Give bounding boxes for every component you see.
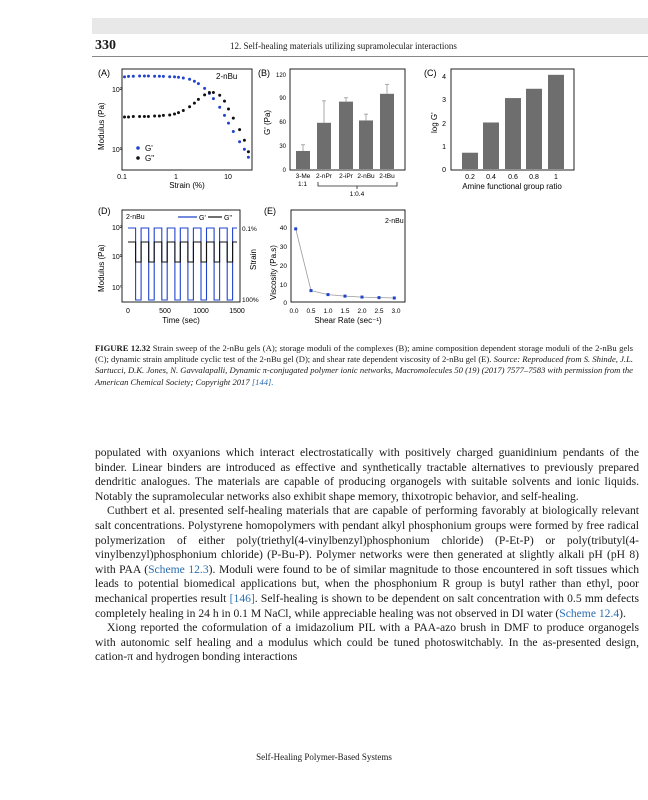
panel-a-legend-g2: G" — [145, 154, 155, 163]
g-double-prime-point — [162, 114, 165, 117]
panel-e-xtick: 3.0 — [391, 308, 401, 315]
g-double-prime-point — [223, 100, 226, 103]
panel-d-ytick: 10² — [112, 225, 123, 232]
panel-e-ytick: 20 — [279, 263, 287, 270]
panel-e-label: (E) — [264, 206, 276, 216]
scheme-12-4-link[interactable]: Scheme 12.4 — [559, 606, 620, 620]
panel-a-ytick: 10² — [112, 87, 123, 94]
panel-c-ytick: 2 — [442, 121, 446, 128]
panel-b-xtick: 2-nPr — [316, 173, 332, 180]
g-double-prime-point — [188, 105, 191, 108]
g-double-prime-point — [227, 108, 230, 111]
panel-e-xtick: 0.0 — [289, 308, 299, 315]
panel-b-ytick: 120 — [275, 73, 286, 79]
panel-b-yticks — [276, 73, 287, 174]
panel-a-legend-g1-marker — [136, 146, 140, 150]
g-prime-point — [188, 78, 191, 81]
panel-d-lines — [128, 228, 237, 300]
g-double-prime-point — [177, 111, 180, 114]
g-prime-point — [162, 75, 165, 78]
viscosity-point — [393, 297, 396, 300]
paragraph-2-text: ). — [619, 606, 626, 620]
g-prime-point — [123, 75, 126, 78]
g-double-prime-point — [153, 115, 156, 118]
panel-c-xtick: 0.2 — [465, 174, 475, 181]
g-double-prime-point — [238, 128, 241, 131]
g-prime-point — [147, 75, 150, 78]
bar-0.2 — [462, 153, 478, 169]
paragraph-1: populated with oxyanions which interact electrostatically with positively charged guanidinium pendants of the binder. Linear binders are introduced as effective and synthetically tractable alternatives to previously prepared dendritic analogues. The materials are capable of producing organogels with suitable solvents and ionic liquids. Notably the supramolecular networks also exhibit shape memory, thixotropic behavior, and self-healing. — [95, 446, 639, 503]
g-prime-point — [197, 82, 200, 85]
g-double-prime-point — [158, 115, 161, 118]
panel-a-xtick: 10 — [224, 174, 232, 181]
panel-c-ytick: 1 — [442, 144, 446, 151]
panel-b-ytick: 90 — [279, 96, 286, 102]
g-prime-point — [173, 75, 176, 78]
panel-d-xtick: 500 — [159, 308, 171, 315]
panel-d-ytick: 10⁰ — [112, 285, 123, 292]
panel-b-label: (B) — [258, 68, 270, 78]
panel-a-ytick: 10¹ — [112, 147, 123, 154]
panel-c-ytick: 4 — [442, 74, 446, 81]
panel-d-label: (D) — [98, 206, 111, 216]
paragraph-2-text: ). Moduli were found to be of similar magnitude to those encountered in soft tissues which leads to potential biomedical applications but, when the phosphonium R group is butyl rather than ethyl, poor mechanical properties result — [95, 562, 639, 605]
panel-d-tag: 2-nBu — [126, 214, 145, 221]
panel-d-ylabel2: Strain — [249, 249, 258, 270]
g-double-prime-point — [203, 93, 206, 96]
panel-d-xtick: 1000 — [193, 308, 209, 315]
figure-caption-source: Source: Reproduced from S. Shinde, J.L. Sartucci, D.K. Jones, N. Gavvalapalli, Dynamic π-conjugated polymer ionic networks, Macromolecules 50 (19) (2017) 7577–7583 with permission from the American Chemical Society; Copyright 2017 — [95, 354, 633, 387]
g-double-prime-point — [218, 94, 221, 97]
ref-146-link[interactable]: [146] — [229, 591, 255, 605]
panel-c-bars — [462, 75, 564, 169]
figure-caption-ref-link[interactable]: [144]. — [251, 376, 274, 387]
panel-b-ylabel: G' (Pa) — [263, 109, 272, 135]
panel-b-ytick: 60 — [279, 120, 286, 126]
g-prime-point — [232, 130, 235, 133]
g-double-prime-point — [197, 98, 200, 101]
panel-d — [97, 206, 259, 325]
g-prime-point — [238, 140, 241, 143]
panel-c-ytick: 0 — [442, 167, 446, 174]
g-prime-point — [223, 114, 226, 117]
panel-a-xlabel: Strain (%) — [169, 181, 205, 190]
panel-b-ytick: 30 — [279, 144, 286, 150]
g-double-prime-point — [127, 116, 130, 119]
panel-c-ytick: 3 — [442, 97, 446, 104]
panel-c-ylabel: log G' — [430, 112, 439, 133]
g-double-prime-point — [212, 91, 215, 94]
panel-b-xtick: 2-tBu — [379, 173, 395, 180]
panel-e-xtick: 2.5 — [374, 308, 384, 315]
panel-e-xtick: 0.5 — [306, 308, 316, 315]
panel-e-ylabel: Viscosity (Pa.s) — [269, 245, 278, 300]
panel-a-xtick: 0.1 — [117, 174, 127, 181]
panel-e-points — [294, 227, 396, 299]
running-head: 12. Self-healing materials utilizing supramolecular interactions — [230, 41, 457, 51]
g-prime-point — [243, 148, 246, 151]
panel-d-xtick: 0 — [126, 308, 130, 315]
g-double-prime-point — [208, 91, 211, 94]
g-prime-point — [177, 76, 180, 79]
g-double-prime-point — [168, 114, 171, 117]
g-prime-point — [182, 77, 185, 80]
scheme-12-3-link[interactable]: Scheme 12.3 — [148, 562, 209, 576]
panel-e-ytick: 0 — [283, 300, 287, 307]
panel-b-bracket — [318, 182, 397, 186]
panel-c-xlabel: Amine functional group ratio — [462, 182, 562, 191]
g-prime-point — [143, 75, 146, 78]
bar-2-nPr — [317, 123, 331, 169]
page-number: 330 — [95, 38, 116, 53]
bar-2-tBu — [380, 94, 394, 169]
panel-b-xtick: 3-Me — [295, 173, 311, 180]
g-double-prime-point — [243, 139, 246, 142]
panel-e-xtick: 1.0 — [323, 308, 333, 315]
g-prime-point — [132, 75, 135, 78]
g-prime-point — [212, 97, 215, 100]
g-double-prime-line — [128, 242, 237, 262]
panel-a-points — [123, 75, 250, 159]
viscosity-point — [344, 295, 347, 298]
panel-e-ytick: 10 — [279, 282, 287, 289]
panel-b-group2: 1:0.4 — [349, 191, 365, 198]
panel-c — [424, 68, 574, 191]
panel-c-xtick: 0.6 — [508, 174, 518, 181]
figure-caption-text: Strain sweep of the 2-nBu gels (A); storage moduli of the complexes (B); amine composition dependent storage moduli of the 2-nBu gels (C); dynamic strain amplitude cyclic test of the 2-nBu gel (D); and shear rate dependent viscosity of 2-nBu gel (E). — [95, 343, 633, 365]
panel-a-tag: 2-nBu — [216, 72, 238, 81]
panel-d-frame — [122, 210, 240, 302]
paragraph-2-text: Cuthbert et al. presented self-healing materials that are capable of performing favorably at biologically relevant salt concentrations. Polystyrene homopolymers with pendant alkyl phosphonium groups were formed by free radical polymerization of either poly(triethyl(4-vinylbenzyl)phosphonium chloride) (P-Et-P) or poly(tributyl(4-vinylbenzyl)phosphonium chloride) (P-Bu-P). Polymer networks were then generated at slightly alkali pH (pH 8) with PAA ( — [95, 504, 639, 576]
paragraph-2 — [95, 504, 639, 621]
g-prime-point — [168, 75, 171, 78]
g-prime-point — [153, 75, 156, 78]
panel-d-right-tick: 100% — [242, 297, 259, 304]
g-double-prime-point — [173, 113, 176, 116]
paragraph-2-text: . Self-healing is shown to be dependent on salt concentration with 0.5 mm defects completely healing in 24 h in 0.1 M NaCl, while appreciable healing was not observed in DI water ( — [95, 591, 639, 620]
panel-a-frame — [122, 69, 252, 170]
panel-b-group1: 1:1 — [298, 181, 308, 188]
g-double-prime-point — [123, 116, 126, 119]
bar-1 — [548, 75, 564, 169]
panel-e-ytick: 40 — [279, 225, 287, 232]
panel-b-bars — [296, 84, 394, 169]
bar-0.8 — [526, 89, 542, 169]
bar-0.6 — [505, 98, 521, 169]
g-prime-line — [128, 228, 237, 300]
panel-a — [97, 68, 252, 190]
panel-d-xlabel: Time (sec) — [162, 316, 200, 325]
g-double-prime-point — [143, 115, 146, 118]
g-double-prime-point — [193, 102, 196, 105]
panel-c-xtick: 0.4 — [486, 174, 496, 181]
viscosity-point — [294, 227, 297, 230]
panel-b — [258, 68, 405, 198]
bar-2-iPr — [339, 102, 353, 169]
panel-b-ytick: 0 — [282, 168, 286, 174]
viscosity-point — [378, 296, 381, 299]
figure-caption-label: FIGURE 12.32 — [95, 343, 151, 353]
panel-d-ylabel: Modulus (Pa) — [97, 244, 106, 292]
panel-c-xtick: 1 — [554, 174, 558, 181]
panel-e-ytick: 30 — [279, 244, 287, 251]
g-prime-point — [247, 156, 250, 159]
bar-2-nBu — [359, 120, 373, 169]
panel-e-xlabel: Shear Rate (sec⁻¹) — [314, 316, 382, 325]
figure-caption — [95, 343, 633, 388]
panel-a-xtick: 1 — [174, 174, 178, 181]
g-prime-point — [193, 80, 196, 83]
panel-a-label: (A) — [98, 68, 110, 78]
viscosity-point — [310, 289, 313, 292]
panel-b-xtick: 2-nBu — [357, 173, 375, 180]
panel-b-xtick: 2-iPr — [339, 173, 353, 180]
g-double-prime-point — [138, 115, 141, 118]
panel-c-label: (C) — [424, 68, 437, 78]
g-prime-point — [203, 87, 206, 90]
panel-e — [264, 206, 405, 325]
g-prime-point — [158, 75, 161, 78]
panel-a-legend-g1: G' — [145, 144, 153, 153]
g-double-prime-point — [132, 115, 135, 118]
g-prime-point — [127, 75, 130, 78]
bar-3-Me — [296, 151, 310, 169]
viscosity-point — [327, 293, 330, 296]
panel-e-tag: 2-nBu — [385, 218, 404, 225]
body-text — [95, 446, 639, 665]
panel-d-xtick: 1500 — [229, 308, 245, 315]
panel-d-legend-g1: G' — [199, 215, 206, 222]
g-prime-point — [218, 106, 221, 109]
panel-d-right-tick: 0.1% — [242, 226, 257, 233]
viscosity-point — [361, 296, 364, 299]
paragraph-3: Xiong reported the coformulation of a imidazolium PIL with a PAA-azo brush in DMF to produce organogels with autonomic self healing and a modulus which could be tuned photoswitchably. In the as-presented design, cation-π and hydrogen bonding interactions — [95, 621, 639, 664]
panel-a-legend-g2-marker — [136, 156, 140, 160]
panel-d-ytick: 10¹ — [112, 254, 123, 261]
panel-e-xtick: 1.5 — [340, 308, 350, 315]
g-double-prime-point — [247, 150, 250, 153]
viscosity-line — [296, 229, 395, 298]
g-double-prime-point — [232, 117, 235, 120]
panel-e-xtick: 2.0 — [357, 308, 367, 315]
g-prime-point — [138, 75, 141, 78]
bar-0.4 — [483, 122, 499, 169]
g-double-prime-point — [147, 115, 150, 118]
panel-c-xtick: 0.8 — [529, 174, 539, 181]
panel-d-legend-g2: G" — [224, 215, 232, 222]
panel-a-ylabel: Modulus (Pa) — [97, 102, 106, 150]
g-double-prime-point — [182, 109, 185, 112]
page-footer: Self-Healing Polymer-Based Systems — [256, 752, 392, 762]
figure-12-32 — [0, 0, 648, 340]
g-prime-point — [227, 122, 230, 125]
